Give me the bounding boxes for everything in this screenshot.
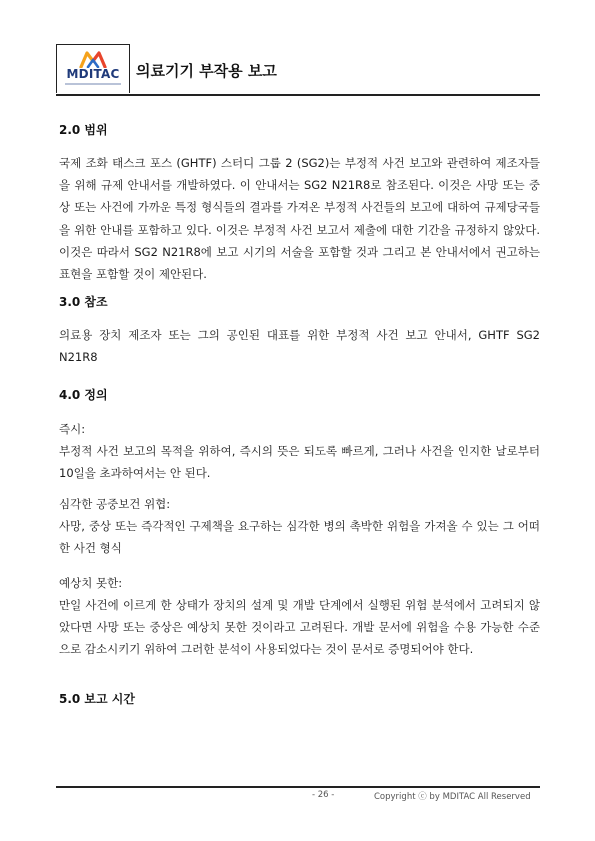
definition-term-unanticipated: 예상치 못한: [59,576,123,590]
logo [56,44,130,93]
reference-paragraph: 의료용 장치 제조자 또는 그의 공인된 대표를 위한 부정적 사건 보고 안내서, GHTF SG2 N21R8 [59,328,540,365]
section-heading-reference: 3.0 참조 [59,295,108,309]
copyright-notice: Copyright ⓒ by MDITAC All Reserved [374,792,531,802]
mditac-logo-icon [79,50,107,68]
logo-text: MDITAC [66,67,120,81]
definition-text-public-health-threat: 사망, 중상 또는 즉각적인 구제책을 요구하는 심각한 병의 촉박한 위험을 가져올 수 있는 그 어떠한 사건 형식 [59,519,540,556]
section-heading-scope: 2.0 범위 [59,123,108,137]
footer-divider [56,786,540,788]
scope-paragraph: 국제 조화 태스크 포스 (GHTF) 스터디 그룹 2 (SG2)는 부정적 사건 보고와 관련하여 제조자들을 위해 규제 안내서를 개발하였다. 이 안내서는 SG2 N21R8로 참조된다. 이것은 사망 또는 중상 또는 사건에 가까운 특정 형식들의 결과를 가져온 부정적 사건들의 보고에 대하여 규제당국들을 위한 안내를 포함하고 있다. 이것은 부정적 사건 보고서 제출에 대한 기간을 규정하지 않았다. 이것은 따라서 SG2 N21R8에 보고 시기의 서술을 포함할 것과 그리고 본 안내서에서 권고하는 표현을 포함할 것이 제안된다. [59,156,540,282]
page-header [56,44,540,96]
definition-term-immediately: 즉시: [59,422,86,436]
document-title: 의료기기 부작용 보고 [136,62,277,80]
definition-term-public-health-threat: 심각한 공중보건 위협: [59,497,171,511]
logo-underline [65,83,121,85]
section-heading-definitions: 4.0 정의 [59,388,108,402]
section-heading-reporting-time: 5.0 보고 시간 [59,692,135,706]
page-number: - 26 - [312,790,335,800]
definition-text-immediately: 부정적 사건 보고의 목적을 위하여, 즉시의 뜻은 되도록 빠르게, 그러나 사건을 인지한 날로부터 10일을 초과하여서는 안 된다. [59,444,540,481]
definition-text-unanticipated: 만일 사건에 이르게 한 상태가 장치의 설계 및 개발 단계에서 실행된 위험 분석에서 고려되지 않았다면 사망 또는 중상은 예상치 못한 것이라고 고려된다. 개발 문서에 위험을 수용 가능한 수준으로 감소시키기 위하여 그러한 분석이 사용되었다는 것이 문서로 증명되어야 한다. [59,598,540,657]
